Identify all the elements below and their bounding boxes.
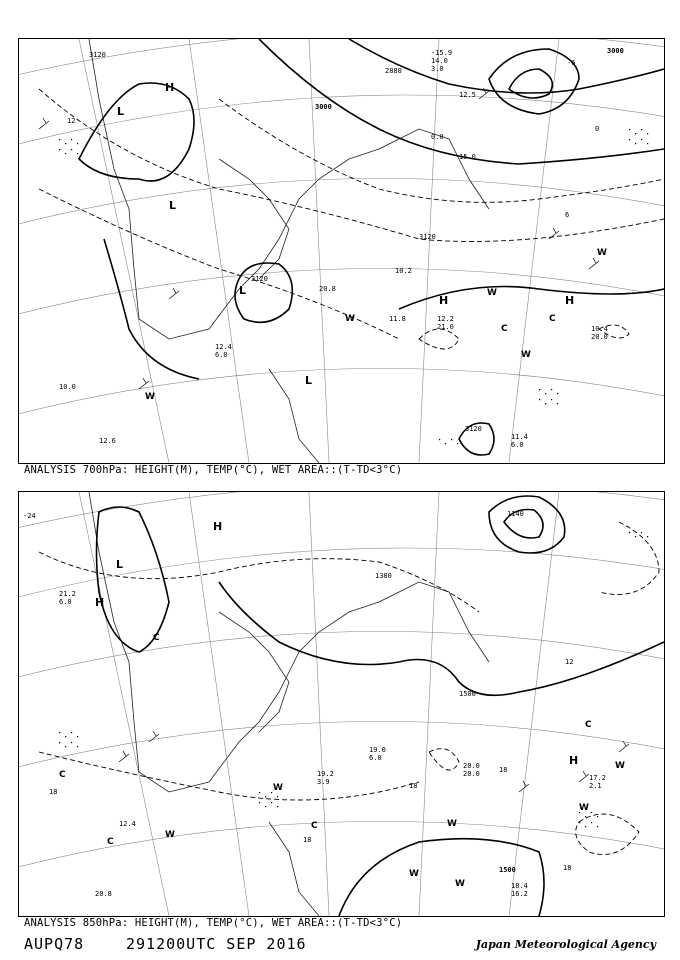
contour-label: 3120: [89, 51, 106, 59]
station-value: 17.2: [589, 774, 606, 782]
isotherm-label: 18: [563, 864, 572, 872]
warm-center-marker: W: [615, 761, 625, 771]
station-value: 20.0: [591, 333, 608, 341]
isotherm-label: -24: [23, 512, 36, 520]
station-value: 10.4: [591, 325, 608, 333]
wind-barbs: [39, 88, 599, 389]
isotherm-label: 12: [565, 658, 574, 666]
warm-center-marker: W: [579, 803, 589, 813]
contour-label: 2880: [385, 67, 402, 75]
warm-center-marker: W: [145, 392, 155, 402]
low-center-marker: L: [117, 105, 125, 118]
valid-time: 291200UTC SEP 2016: [126, 935, 307, 953]
station-value: 20.0: [463, 770, 480, 778]
warm-center-marker: W: [273, 783, 283, 793]
contour-label: 3000: [607, 47, 624, 55]
station-value: 12.5: [459, 91, 476, 99]
warm-center-marker: W: [455, 879, 465, 889]
station-value: 12.2: [437, 315, 454, 323]
contour-label: 1380: [375, 572, 392, 580]
isotherm-labels: [23, 512, 573, 872]
warm-center-marker: W: [165, 830, 175, 840]
cold-center-marker: C: [585, 720, 592, 730]
isotherm-label: 18: [303, 836, 312, 844]
station-value: 19.0: [369, 746, 386, 754]
station-value: 12.6: [99, 437, 116, 445]
station-value: 16.2: [511, 890, 528, 898]
graticule: [19, 492, 664, 916]
high-center-marker: H: [95, 596, 105, 609]
contour-labels: [89, 47, 624, 433]
panel-caption-850hpa: ANALYSIS 850hPa: HEIGHT(M), TEMP(°C), WET AREA::(T-TD<3°C): [24, 917, 403, 929]
station-value: 11.8: [389, 315, 406, 323]
station-value: 18.4: [511, 882, 528, 890]
map-850hpa-svg: [19, 492, 664, 916]
station-value: 3.0: [431, 65, 444, 73]
cold-center-marker: C: [311, 821, 318, 831]
station-value: 11.4: [511, 433, 528, 441]
contour-label: 3120: [251, 275, 268, 283]
station-value: 3.9: [317, 778, 330, 786]
station-value: 0.0: [431, 133, 444, 141]
station-value: 19.2: [317, 770, 334, 778]
station-values: [59, 590, 606, 898]
isotherms: [39, 89, 664, 349]
warm-center-marker: W: [345, 314, 355, 324]
station-value: 6.0: [369, 754, 382, 762]
station-value: 14.0: [431, 57, 448, 65]
high-center-marker: H: [565, 294, 575, 307]
station-value: 21.0: [437, 323, 454, 331]
station-value: 10.0: [59, 383, 76, 391]
contour-label: 1140: [507, 510, 524, 518]
height-contours: [97, 496, 665, 916]
cold-center-marker: C: [501, 324, 508, 334]
station-value: 12.4: [119, 820, 136, 828]
station-value: 21.2: [59, 590, 76, 598]
warm-center-marker: W: [597, 248, 607, 258]
station-value: 20.0: [463, 762, 480, 770]
panel-caption-700hpa: ANALYSIS 700hPa: HEIGHT(M), TEMP(°C), WET AREA::(T-TD<3°C): [24, 464, 403, 476]
station-value: 20.8: [319, 285, 336, 293]
cold-center-marker: C: [153, 633, 160, 643]
station-value: 12.4: [215, 343, 232, 351]
cold-center-marker: C: [549, 314, 556, 324]
isotherm-label: 18: [49, 788, 58, 796]
warm-center-marker: W: [409, 869, 419, 879]
station-value: 15.0: [459, 153, 476, 161]
station-value: 20.8: [95, 890, 112, 898]
high-center-marker: H: [569, 754, 579, 767]
contour-label: 3120: [465, 425, 482, 433]
cold-center-marker: C: [107, 837, 114, 847]
station-value: 6.0: [511, 441, 524, 449]
cold-center-marker: C: [59, 770, 66, 780]
pressure-centers: [117, 81, 607, 402]
high-center-marker: H: [213, 520, 223, 533]
warm-center-marker: W: [521, 350, 531, 360]
contour-label: 3120: [419, 233, 436, 241]
isotherm-label: 6: [565, 211, 570, 219]
contour-label: 3000: [315, 103, 332, 111]
isotherm-label: 0: [595, 125, 600, 133]
isotherms: [39, 522, 659, 855]
low-center-marker: L: [239, 284, 247, 297]
analysis-700hpa-map: [18, 38, 665, 464]
agency-name: Japan Meteorological Agency: [475, 938, 656, 951]
chart-id: AUPQ78: [24, 935, 85, 953]
isotherm-label: 18: [409, 782, 418, 790]
station-value: 10.2: [395, 267, 412, 275]
station-values: [59, 49, 608, 449]
station-value: -15.9: [431, 49, 453, 57]
isotherm-label: 12: [67, 117, 76, 125]
high-center-marker: H: [165, 81, 175, 94]
wet-area-dots: [59, 532, 648, 827]
contour-label: 1500: [499, 866, 516, 874]
map-700hpa-svg: [19, 39, 664, 463]
low-center-marker: L: [169, 199, 177, 212]
contour-label: 1500: [459, 690, 476, 698]
station-value: 6.0: [59, 598, 72, 606]
height-contours: [79, 39, 664, 455]
high-center-marker: H: [439, 294, 449, 307]
warm-center-marker: W: [487, 288, 497, 298]
pressure-centers: [59, 520, 625, 889]
station-value: 6.0: [215, 351, 228, 359]
isotherm-label: -6: [567, 59, 576, 67]
low-center-marker: L: [116, 558, 124, 571]
isotherm-label: 18: [499, 766, 508, 774]
warm-center-marker: W: [447, 819, 457, 829]
station-value: 2.1: [589, 782, 602, 790]
low-center-marker: L: [305, 374, 313, 387]
analysis-850hpa-map: [18, 491, 665, 917]
